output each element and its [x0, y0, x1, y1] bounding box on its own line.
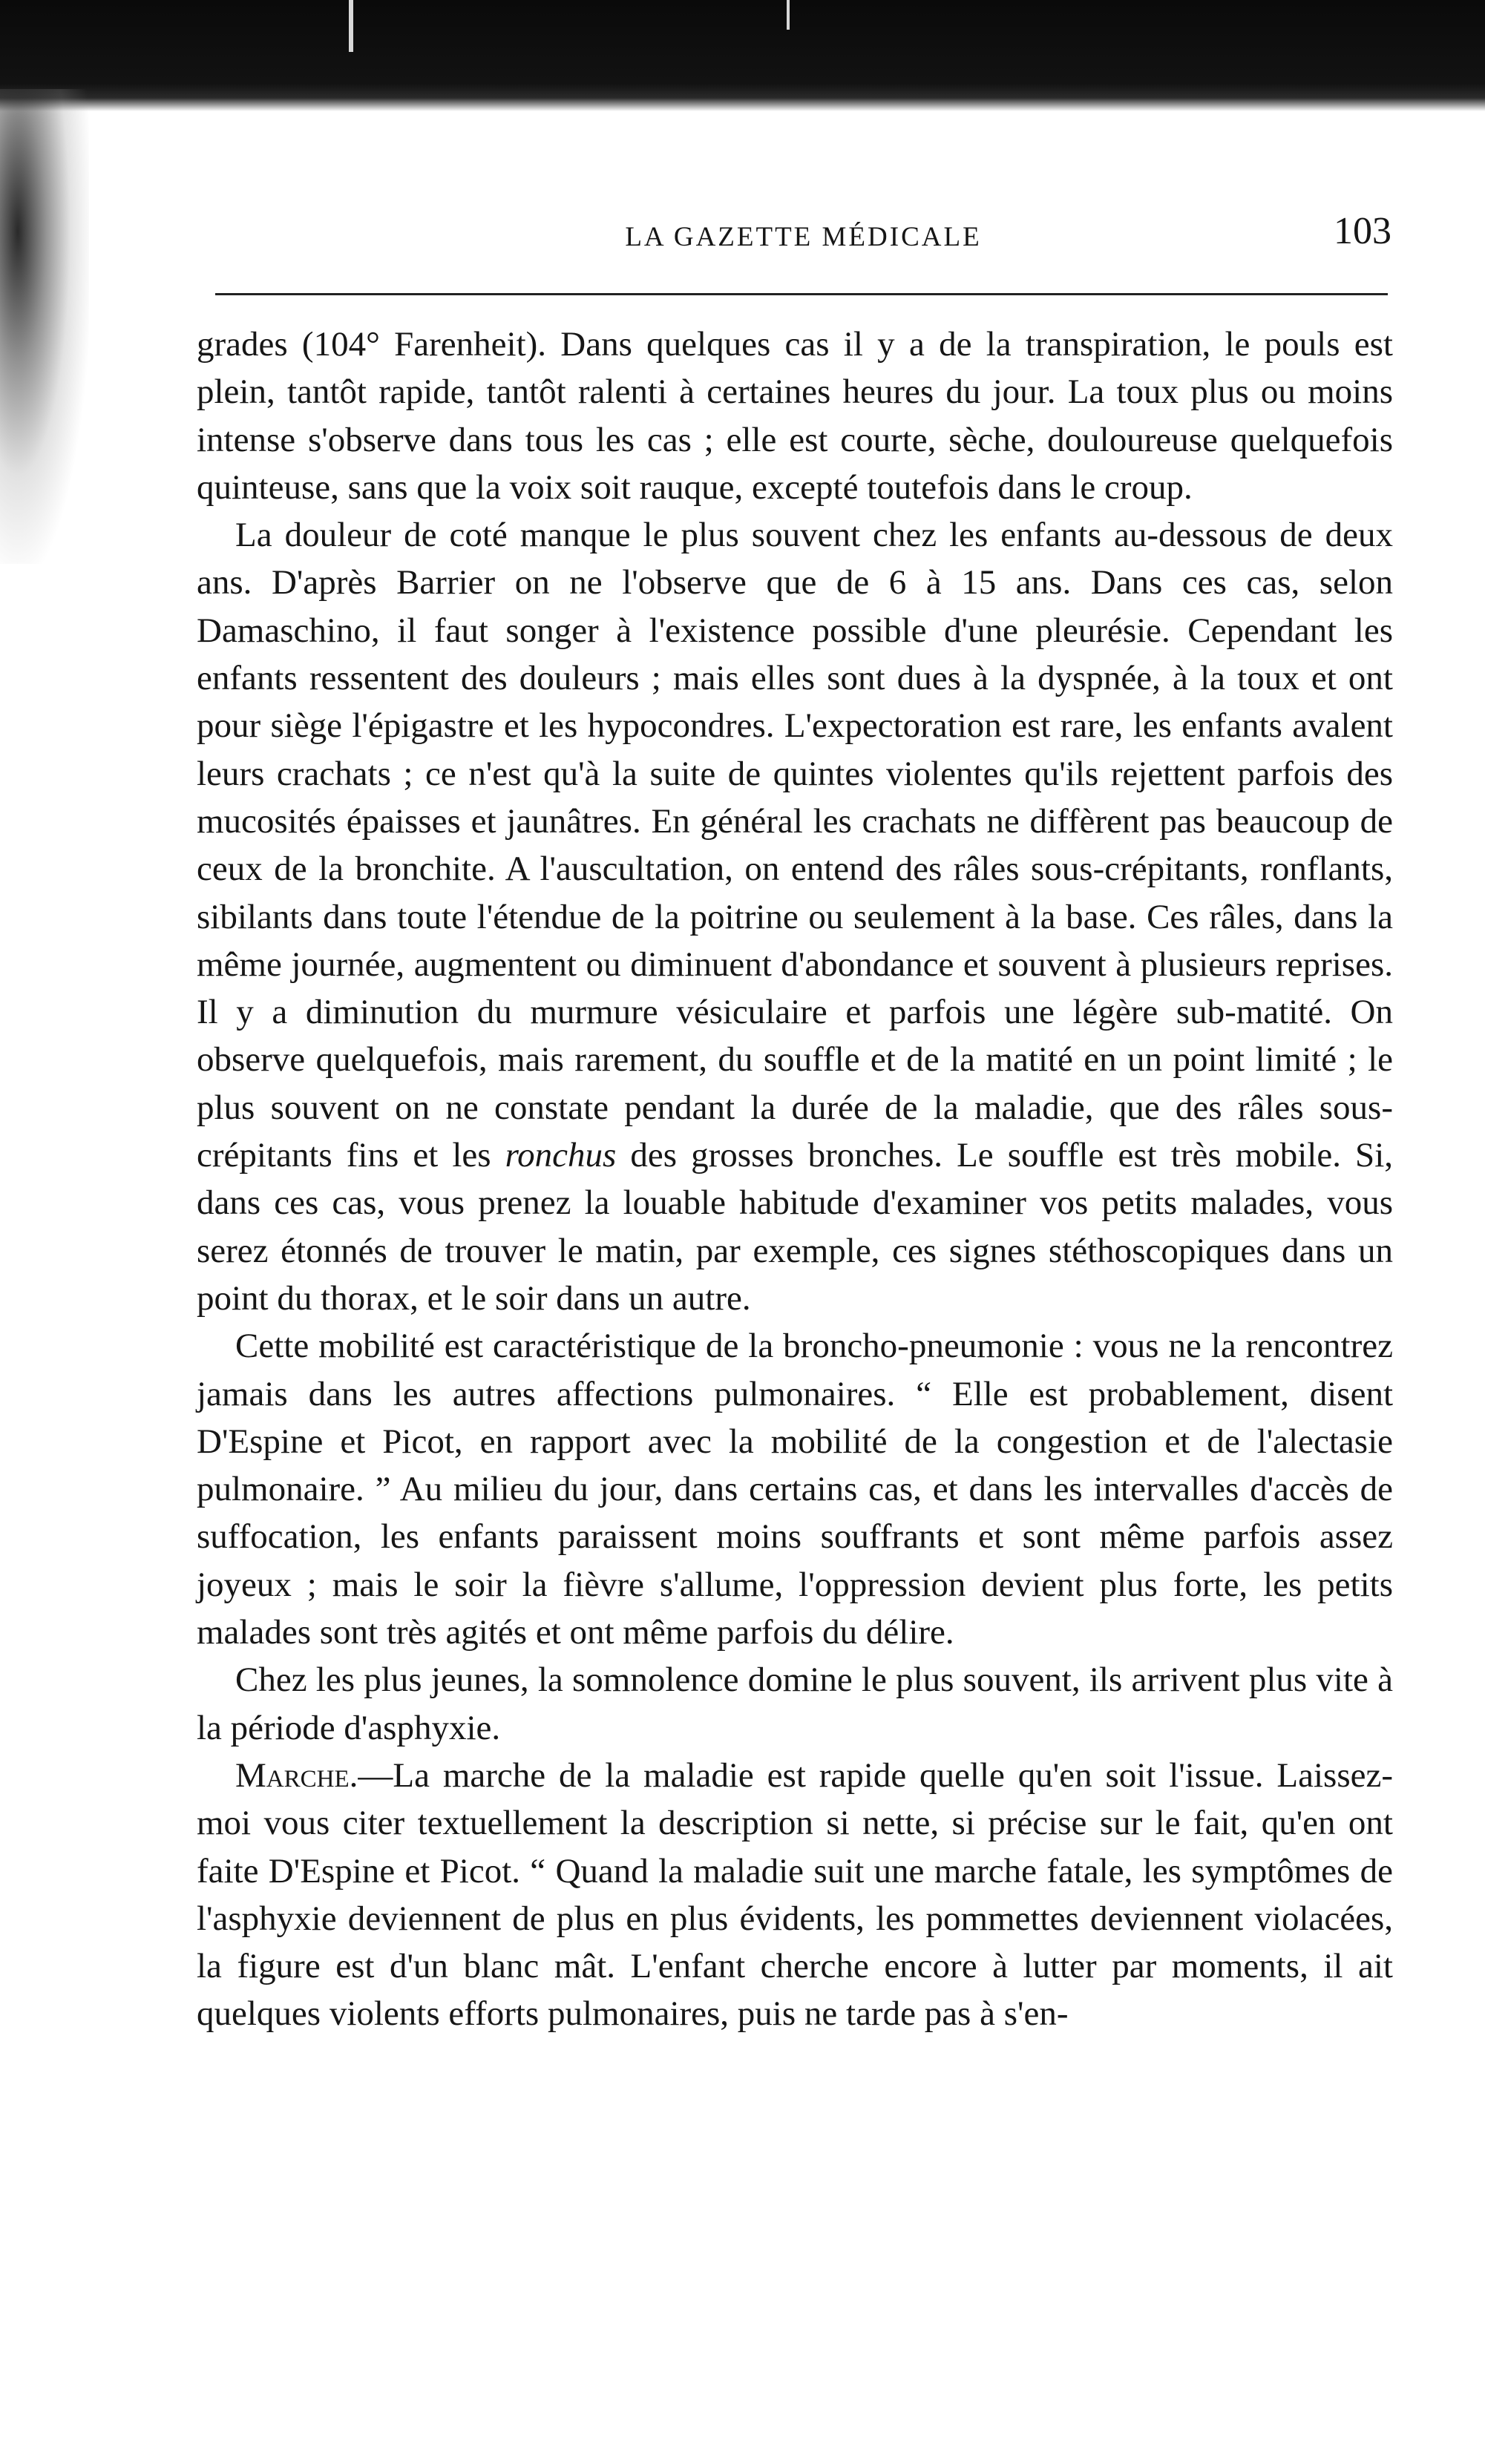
section-lead: Marche.: [235, 1755, 358, 1795]
paragraph-text: —La marche de la maladie est rapide quelle qu'en soit l'issue. Laissez-moi vous citer textuellement la description si nette, si précise sur le fait, qu'en ont faite D'Espine et Picot. “ Quand la maladie suit une marche fatale, les symptômes de l'asphyxie deviennent de plus en plus évidents, les pommettes deviennent violacées, la figure est d'un blanc mât. L'enfant cherche encore à lutter par moments, il ait quelques violents efforts pulmonaires, puis ne tarde pas à s'en-: [197, 1755, 1393, 2034]
page-header: [215, 199, 1391, 266]
paragraph-text: des grosses bronches. Le souffle est très mobile. Si, dans ces cas, vous prenez la louable habitude d'examiner vos petits malades, vous serez étonnés de trouver le matin, par exemple, ces signes stéthoscopiques dans un point du thorax, et le soir dans un autre.: [197, 1136, 1394, 1318]
header-rule: [215, 293, 1388, 295]
paragraph: [197, 1752, 1393, 2038]
paragraph-text: La douleur de coté manque le plus souvent chez les enfants au-dessous de deux ans. D'après Barrier on ne l'observe que de 6 à 15 ans. Dans ces cas, selon Damaschino, il faut songer à l'existence possible d'une pleurésie. Cependant les enfants ressentent des douleurs ; mais elles sont dues à la dyspnée, à la toux et ont pour siège l'épigastre et les hypocondres. L'expectoration est rare, les enfants avalent leurs crachats ; ce n'est qu'à la suite de quintes violentes qu'ils rejettent parfois des mucosités épaisses et jaunâtres. En général les crachats ne diffèrent pas beaucoup de ceux de la bronchite. A l'auscultation, on entend des râles sous-crépitants, ronflants, sibilants dans toute l'étendue de la poitrine ou seulement à la base. Ces râles, dans la même journée, augmentent ou diminuent d'abondance et souvent à plusieurs reprises. Il y a diminution du murmure vésiculaire et parfois une légère sub-matité. On observe quelquefois, mais rarement, du souffle et de la matité en un point limité ; le plus souvent on ne constate pendant la durée de la maladie, que des râles sous-crépitants fins et les: [197, 516, 1393, 1175]
paragraph: grades (104° Farenheit). Dans quelques cas il y a de la transpiration, le pouls est plein, tantôt rapide, tantôt ralenti à certaines heures du jour. La toux plus ou moins intense s'observe dans tous les cas ; elle est courte, sèche, douloureuse quelquefois quinteuse, sans que la voix soit rauque, excepté toutefois dans le croup.: [197, 325, 1393, 507]
paragraph: [197, 511, 1393, 1322]
page-number: 103: [1334, 210, 1391, 252]
paragraph: Cette mobilité est caractéristique de la broncho-pneumonie : vous ne la rencontrez jamais dans les autres affections pulmonaires. “ Elle est probablement, disent D'Espine et Picot, en rapport avec la mobilité de la congestion et de l'alectasie pulmonaire. ” Au milieu du jour, dans certains cas, et dans les intervalles d'accès de suffocation, les enfants paraissent moins souffrants et sont même parfois assez joyeux ; mais le soir la fièvre s'allume, l'oppression devient plus forte, les petits malades sont très agités et ont même parfois du délire.: [197, 1327, 1393, 1652]
scan-border-top: [0, 0, 1485, 111]
paragraph: Chez les plus jeunes, la somnolence domine le plus souvent, ils arrivent plus vite à la période d'asphyxie.: [197, 1660, 1393, 1747]
running-head: LA GAZETTE MÉDICALE: [625, 222, 982, 252]
italic-term: ronchus: [505, 1136, 617, 1175]
scan-border-left: [0, 89, 89, 564]
article-body: [197, 321, 1393, 2038]
